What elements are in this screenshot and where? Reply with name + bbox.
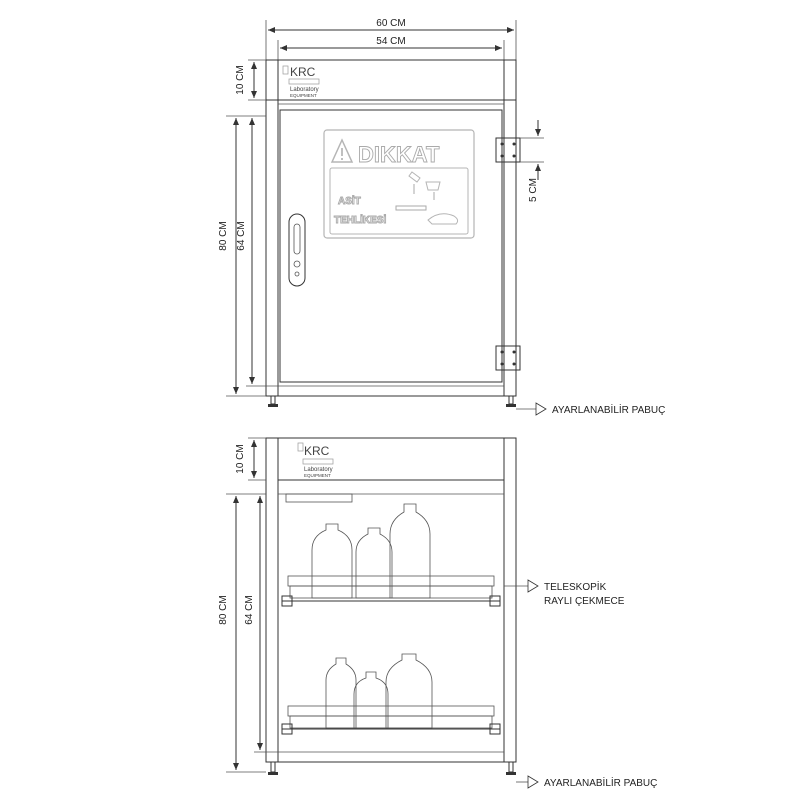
svg-text:TELESKOPİK: TELESKOPİK [544, 582, 607, 593]
warning-triangle-icon [332, 140, 352, 162]
bottle-icon [354, 672, 388, 728]
dimension-inner-width [278, 36, 504, 60]
door-handle [289, 214, 305, 286]
cabinet-front-closed [218, 18, 665, 416]
corrosive-icon [396, 172, 458, 224]
svg-text:Laboratory: Laboratory [290, 87, 319, 93]
adjustable-foot-left [268, 396, 278, 407]
outer-width-label: 60 CM [376, 18, 406, 29]
bottle-icon [386, 654, 432, 728]
krc-logo-open [298, 443, 333, 478]
svg-text:TEHLİKESİ: TEHLİKESİ [334, 215, 387, 226]
svg-text:KRC: KRC [290, 65, 316, 79]
dimension-total-height [218, 116, 266, 396]
svg-text:Laboratory: Laboratory [304, 467, 333, 473]
bottle-icon [312, 524, 352, 598]
dimension-door-height [236, 118, 278, 386]
inner-width-label: 54 CM [376, 36, 406, 47]
svg-text:KRC: KRC [304, 444, 330, 458]
callout-adjustable-foot-top [516, 403, 665, 416]
top-panel-height-label: 10 CM [235, 65, 246, 95]
adjustable-foot-right-open [506, 762, 516, 775]
svg-text:EQUIPMENT: EQUIPMENT [304, 473, 331, 478]
svg-text:EQUIPMENT: EQUIPMENT [290, 93, 317, 98]
svg-text:64 CM: 64 CM [244, 595, 255, 625]
bottle-icon [390, 504, 430, 598]
drawer-upper [282, 504, 500, 606]
cabinet-body-open [266, 438, 516, 762]
acid-warning-sign [324, 130, 474, 238]
dimension-total-height-open [218, 494, 266, 772]
adjustable-foot-right [506, 396, 516, 407]
svg-text:ASİT: ASİT [338, 196, 361, 207]
svg-text:AYARLANABİLİR PABUÇ: AYARLANABİLİR PABUÇ [552, 405, 666, 416]
svg-text:RAYLI ÇEKMECE: RAYLI ÇEKMECE [544, 596, 625, 607]
dimension-top-panel-open [235, 438, 266, 480]
dimension-inner-height-open [244, 496, 278, 752]
svg-text:AYARLANABİLİR PABUÇ: AYARLANABİLİR PABUÇ [544, 778, 658, 789]
svg-text:10 CM: 10 CM [235, 444, 246, 474]
total-height-label: 80 CM [218, 221, 229, 251]
drawer-lower [282, 654, 500, 734]
hinge-spacing-label: 5 CM [528, 178, 539, 202]
bottle-icon [326, 658, 356, 728]
door-height-label: 64 CM [236, 221, 247, 251]
svg-text:80 CM: 80 CM [218, 595, 229, 625]
krc-logo [283, 65, 319, 98]
cabinet-front-open [218, 438, 657, 789]
callout-adjustable-foot-bottom [516, 776, 657, 789]
dimension-hinge-spacing [520, 120, 544, 202]
bottle-icon [356, 528, 392, 598]
callout-telescopic-drawer [504, 580, 625, 607]
dimension-top-panel [235, 60, 266, 100]
sign-title: DIKKAT [358, 142, 440, 167]
adjustable-foot-left-open [268, 762, 278, 775]
